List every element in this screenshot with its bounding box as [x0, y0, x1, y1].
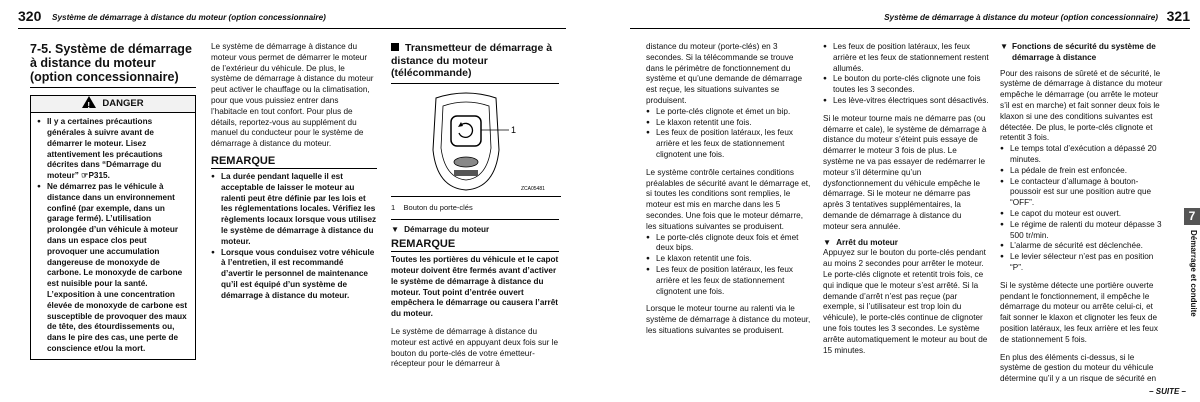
intro-paragraph: Le système de démarrage à distance du moteur vous permet de démarrer le moteur de l’extérieur du véhicule. De plus, le système de démarrage à distance du moteur peut activer le chauffage ou la climatisation, pour que vous puissiez entrer dans l’habitacle en tout confort. Pour plus de détails, reportez-vous au supplément du manuel du conducteur pour le système de démarrage à distance du moteur.: [211, 42, 374, 149]
figure-code: ZCA05481: [521, 185, 545, 192]
list-item: ● Les feux de position latéraux, les feux arrière et les feux de stationnement clignotent une fois.: [646, 265, 812, 297]
start-heading: ▼ Démarrage du moteur: [391, 225, 490, 235]
danger-label: DANGER: [102, 98, 144, 110]
list-item: ● La pédale de frein est enfoncée.: [1000, 166, 1166, 177]
figure-caption-text: Bouton du porte-clés: [403, 202, 473, 212]
stop-heading: ▼ Arrêt du moteur: [823, 237, 898, 247]
triangle-bullet-icon: ▼: [1000, 42, 1009, 51]
list-item: ● Le régime de ralenti du moteur dépasse 3 500 tr/min.: [1000, 220, 1166, 242]
remarque2-heading: REMARQUE: [391, 238, 456, 251]
danger-box: [30, 95, 196, 360]
keyfob-figure: [391, 90, 561, 197]
section-title-rule: [30, 87, 196, 88]
left-page: [0, 0, 580, 402]
left-col-3: [391, 42, 559, 370]
safety-paragraph-3: En plus des éléments ci-dessus, si le système de gestion du moteur du véhicule détermine qu’il y a un risque de sécurité en: [1000, 352, 1157, 384]
list-item: ● Le levier sélecteur n’est pas en position “P”.: [1000, 252, 1166, 274]
right-col-1: [646, 42, 812, 337]
safety-paragraph-2: Si le système détecte une portière ouverte pendant le fonctionnement, il empêche le démarrage du moteur ou arrête celui-ci, et fait sonner le klaxon et clignoter les feux de position latéraux, les feux arrière et les feux de stationnement 5 fois.: [1000, 280, 1158, 344]
left-header-title: Système de démarrage à distance du moteur (option concessionnaire): [52, 13, 326, 22]
section-title: 7-5. Système de démarrage à distance du moteur (option concessionnaire): [30, 42, 192, 84]
start-paragraph: Le système de démarrage à distance du moteur est activé en appuyant deux fois sur le bouton du porte-clés de votre émetteur-récepteur pour le démarreur à: [391, 327, 559, 369]
list-item: ● Le klaxon retentit une fois.: [646, 254, 812, 265]
triangle-bullet-icon: ▼: [391, 225, 400, 235]
chapter-title: Démarrage et conduite: [1189, 230, 1198, 317]
safety-paragraph: Pour des raisons de sûreté et de sécurité, le système de démarrage à distance du moteur empêche le démarrage (ou arrête le moteur s’il est en marche) et fait sonner deux fois le klaxon si une des conditions suivantes est détectée. De plus, le porte-clés clignote et retentit 3 fois.: [1000, 68, 1163, 143]
stop-paragraph: Appuyez sur le bouton du porte-clés pendant au moins 2 secondes pour arrêter le moteur. Le porte-clés clignote et retentit trois fois, ce qui indique que le moteur s’est arrêté. Si la demande d’arrêt n’est pas reçue (par exemple, si l’utilisateur est trop loin du véhicule), le porte-clés continue de clignoter une fois toutes les 3 secondes. Le système arrête automatiquement le moteur au bout de 15 minutes.: [823, 248, 988, 355]
col1-paragraph-3: Lorsque le moteur tourne au ralenti via le système de démarrage à distance du moteur, les situations suivantes se produisent.: [646, 304, 811, 335]
list-item: ● Les lève-vitres électriques sont désactivés.: [823, 96, 989, 107]
transmitter-title-rule: [391, 83, 559, 84]
right-page: [620, 0, 1200, 402]
continued-label: – SUITE –: [1149, 387, 1186, 396]
danger-header: [31, 96, 195, 113]
list-item: ● Le contacteur d’allumage à bouton-poussoir est sur une position autre que “OFF”.: [1000, 177, 1166, 209]
figure-caption: [391, 203, 559, 214]
right-header-title: Système de démarrage à distance du moteur (option concessionnaire): [884, 13, 1158, 22]
list-item: ● Le porte-clés clignote deux fois et émet deux bips.: [646, 233, 812, 255]
triangle-bullet-icon: ▼: [823, 237, 832, 247]
remarque2-text: Toutes les portières du véhicule et le capot moteur doivent être fermés avant d’activer le système de démarrage à distance du moteur. Tout point d’entrée ouvert empêchera le démarrage ou causera l’arrêt du moteur.: [391, 255, 559, 319]
left-col-1: [30, 42, 196, 360]
keyfob-icon: [391, 90, 561, 196]
list-item: ● Le klaxon retentit une fois.: [646, 118, 812, 129]
left-header: [18, 8, 566, 29]
danger-item: ● Il y a certaines précautions générales à suivre avant de démarrer le moteur. Lisez attentivement les précautions décrites dans “Démarrage du moteur” ☞P315.: [37, 117, 189, 182]
danger-body: [31, 113, 195, 359]
remarque-item: ● La durée pendant laquelle il est acceptable de laisser le moteur au ralenti peut être définie par les lois et les réglementations locales. Vérifiez les règlements locaux lorsque vous utilisez le système de démarrage à distance du moteur.: [211, 172, 377, 248]
col1-intro: distance du moteur (porte-clés) en 3 secondes. Si la télécommande se trouve dans le périmètre de fonctionnement du système et qu’une demande de démarrage est reçue, les situations suivantes se produisent.: [646, 42, 803, 105]
right-page-number: 321: [1166, 8, 1190, 24]
col2-paragraph: Si le moteur tourne mais ne démarre pas (ou démarre et cale), le système de démarrage à distance du moteur s’éteint puis essaye de démarrer le moteur 3 fois de plus. Le système ne va pas essayer de redémarrer le moteur s’il détermine qu’un dysfonctionnement du véhicule empêche le démarrage. Si le moteur ne démarre pas après 3 tentatives supplémentaires, la demande de démarrage à distance du moteur sera annulée.: [823, 113, 987, 231]
list-item: ● Les feux de position latéraux, les feux arrière et les feux de stationnement clignotent une fois.: [646, 128, 812, 160]
remarque-item: ● Lorsque vous conduisez votre véhicule à l’entretien, il est recommandé d’avertir le personnel de maintenance qu’il est équipé d’un système de démarrage à distance du moteur.: [211, 248, 377, 302]
right-header: [630, 8, 1190, 29]
safety-heading: ▼ Fonctions de sécurité du système de démarrage à distance: [1000, 42, 1156, 62]
col1-paragraph-2: Le système contrôle certaines conditions préalables de sécurité avant le démarrage et, si toutes les conditions sont remplies, le moteur est mis en marche dans les 5 secondes. Une fois que le moteur démarre, les situations suivantes se produisent.: [646, 167, 811, 231]
left-col-2: [211, 42, 377, 302]
right-col-2: [823, 42, 989, 356]
transmitter-title: Transmetteur de démarrage à distance du moteur (télécommande): [391, 42, 553, 79]
danger-item: ● Ne démarrez pas le véhicule à distance dans un environnement confiné (par exemple, dans un garage fermé). L’utilisation prolongée d’un véhicule à moteur dans un espace clos peut provoquer une accumulation dangereuse de monoxyde de carbone. Le monoxyde de carbone est nuisible pour la santé. L’exposition à une concentration élevée de monoxyde de carbone est susceptible de provoquer des maux de tête, des étourdissements ou, dans le pire des cas, une perte de conscience et/ou la mort.: [37, 182, 189, 355]
figure-caption-number: 1: [391, 202, 396, 212]
chapter-tab[interactable]: [1184, 208, 1200, 388]
caption-rule: [391, 219, 559, 220]
square-bullet-icon: [391, 43, 399, 51]
list-item: ● Le temps total d’exécution a dépassé 20 minutes.: [1000, 144, 1166, 166]
remarque-heading: REMARQUE: [211, 154, 276, 167]
list-item: ● Les feux de position latéraux, les feux arrière et les feux de stationnement restent allumés.: [823, 42, 989, 74]
list-item: ● Le capot du moteur est ouvert.: [1000, 209, 1166, 220]
remarque2-rule: [391, 251, 559, 252]
left-page-number: 320: [18, 8, 42, 24]
list-item: ● L’alarme de sécurité est déclenchée.: [1000, 241, 1166, 252]
remarque-rule: [211, 168, 377, 169]
list-item: ● Le bouton du porte-clés clignote une fois toutes les 3 secondes.: [823, 74, 989, 96]
right-col-3: [1000, 42, 1166, 385]
figure-callout: 1: [511, 124, 517, 135]
warning-icon: !: [82, 96, 96, 108]
list-item: ● Le porte-clés clignote et émet un bip.: [646, 107, 812, 118]
chapter-number: 7: [1184, 208, 1200, 225]
